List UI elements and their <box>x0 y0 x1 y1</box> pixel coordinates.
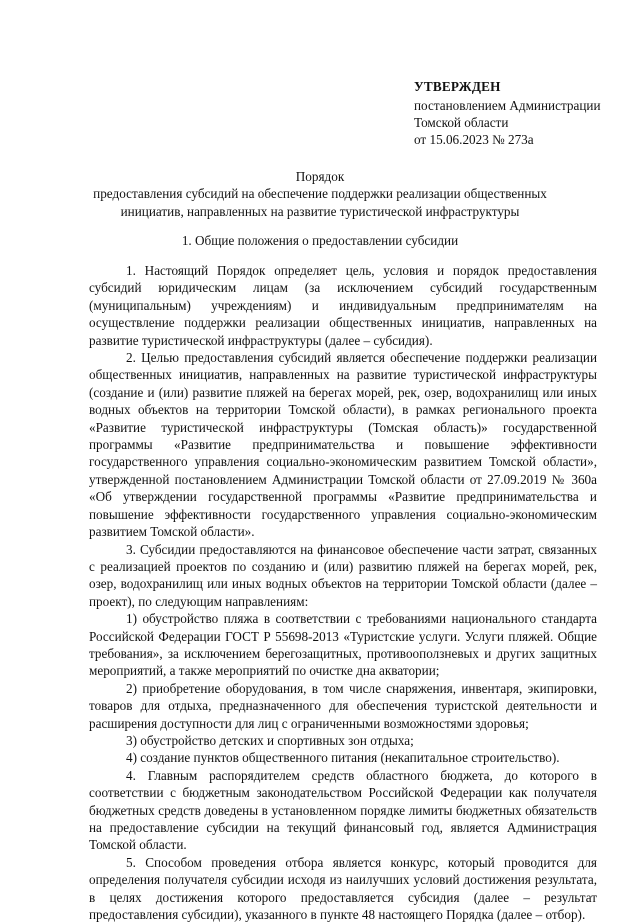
paragraph: 2. Целью предоставления субсидий является обеспечение поддержки реализации общественных инициатив, направленных на развитие туристической инфраструктуры (создание и (или) развитие пляжей на берегах морей, рек, озер, водохранилищ или иных водных объектов на территории Томской области), в рамках регионального проекта «Развитие туристической инфраструктуры (Томская область)» государственной программы «Развитие предпринимательства и повышение эффективности государственного управления социально-экономическим развитием Томской области», утвержденной постановлением Администрации Томской области от 27.09.2019 № 360а «Об утверждении государственной программы «Развитие предпринимательства и повышение эффективности государственного управления социально-экономическим развитием Томской области». <box>89 350 597 540</box>
approval-line: Томской области <box>414 115 509 130</box>
approval-date: от 15.06.2023 № 273а <box>414 132 534 147</box>
approval-stamp <box>414 78 629 148</box>
paragraph: 1. Настоящий Порядок определяет цель, условия и порядок предоставления субсидий юридическим лицам (за исключением субсидий государственным (муниципальным) учреждениям) и индивидуальным предпринимателям на осуществление поддержки реализации общественных инициатив, направленных на развитие туристической инфраструктуры (далее – субсидия). <box>89 263 597 348</box>
paragraph: 1) обустройство пляжа в соответствии с требованиями национального стандарта Российской Федерации ГОСТ Р 55698-2013 «Туристские услуги. Услуги пляжей. Общие требования», за исключением берегозащитных, противооползневых и других защитных мероприятий, а также мероприятий по очистке дна акватории; <box>89 611 597 679</box>
title-subheading: предоставления субсидий на обеспечение поддержки реализации общественных инициатив, направленных на развитие туристической инфраструктуры <box>93 186 547 219</box>
paragraph: 3) обустройство детских и спортивных зон отдыха; <box>126 732 414 748</box>
title-heading: Порядок <box>295 169 345 184</box>
document-title <box>60 168 580 220</box>
paragraph: 2) приобретение оборудования, в том числе снаряжения, инвентаря, экипировки, товаров для отдыха, предназначенного для обеспечения туристской деятельности и расширения доступности для лиц с ограниченными возможностями здоровья; <box>89 680 597 731</box>
paragraph: 5. Способом проведения отбора является конкурс, который проводится для определения получателя субсидии исходя из наилучших условий достижения результата, в целях достижения которого предоставляется субсидия (далее – результат предоставления субсидии), указанного в пункте 48 настоящего Порядка (далее – отбор). <box>89 854 597 923</box>
section-heading: 1. Общие положения о предоставлении субсидии <box>181 233 459 248</box>
approval-line: постановлением Администрации <box>414 98 601 113</box>
paragraph: 4. Главным распорядителем средств областного бюджета, до которого в соответствии с бюджетным законодательством Российской Федерации как получателя бюджетных средств доведены в установленном порядке лимиты бюджетных обязательств на предоставление субсидии на текущий финансовый год, является Администрация Томской области. <box>89 767 597 853</box>
paragraph: 3. Субсидии предоставляются на финансовое обеспечение части затрат, связанных с реализацией проектов по созданию и (или) развитию пляжей на берегах морей, рек, озер, водохранилищ или иных водных объектов на территории Томской области (далее – проект), по следующим направлениям: <box>89 541 597 609</box>
document-body <box>89 262 597 923</box>
paragraph: 4) создание пунктов общественного питания (некапитальное строительство). <box>126 750 560 766</box>
approval-heading: УТВЕРЖДЕН <box>414 79 501 94</box>
